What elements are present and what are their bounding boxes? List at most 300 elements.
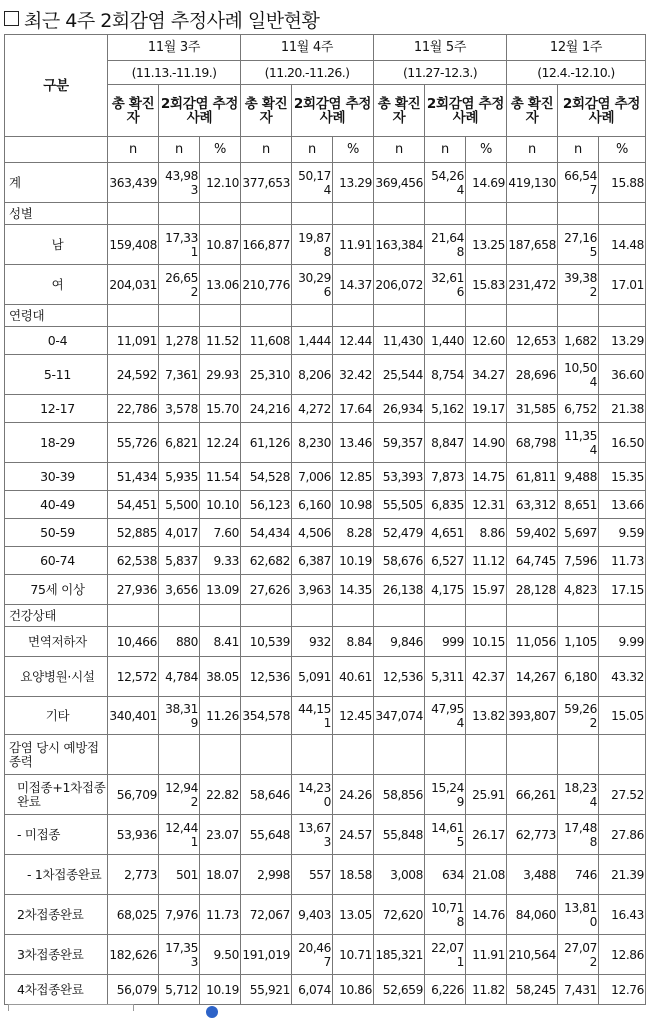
table-cell: 11.91: [466, 935, 507, 975]
table-cell: 26.17: [466, 815, 507, 855]
table-cell: 58,676: [374, 547, 425, 575]
table-cell: 11,608: [241, 327, 292, 355]
table-cell: 26,138: [374, 575, 425, 605]
header-total-confirmed: 총 확진자: [108, 85, 159, 137]
unit-n-total: n: [241, 137, 292, 163]
table-cell: 11.54: [200, 463, 241, 491]
table-cell: 47,954: [425, 697, 466, 735]
table-cell: [374, 203, 425, 225]
table-cell: 6,752: [558, 395, 599, 423]
table-cell: 11.52: [200, 327, 241, 355]
table-cell: 12.10: [200, 163, 241, 203]
table-cell: [425, 305, 466, 327]
table-cell: 11.73: [200, 895, 241, 935]
table-cell: [425, 203, 466, 225]
table-cell: 40.61: [333, 657, 374, 697]
table-cell: 11.73: [599, 547, 646, 575]
table-cell: 50,174: [292, 163, 333, 203]
table-cell: 8.86: [466, 519, 507, 547]
table-cell: [599, 735, 646, 775]
row-label: - 1차접종완료: [5, 855, 108, 895]
unit-percent: %: [466, 137, 507, 163]
table-cell: 7.60: [200, 519, 241, 547]
row-label: 50-59: [5, 519, 108, 547]
table-row: [5, 305, 646, 327]
table-cell: 29.93: [200, 355, 241, 395]
table-cell: 999: [425, 627, 466, 657]
table-cell: [466, 605, 507, 627]
table-cell: 9.59: [599, 519, 646, 547]
table-cell: [200, 605, 241, 627]
table-cell: 6,835: [425, 491, 466, 519]
table-cell: 1,105: [558, 627, 599, 657]
table-row: [5, 975, 646, 1005]
table-cell: 4,175: [425, 575, 466, 605]
table-cell: 9,403: [292, 895, 333, 935]
header-period-3: (11.27-12.3.): [374, 61, 507, 85]
table-cell: 13.29: [333, 163, 374, 203]
table-cell: 1,278: [159, 327, 200, 355]
table-cell: [558, 605, 599, 627]
table-cell: [558, 305, 599, 327]
table-row: [5, 203, 646, 225]
table-cell: [507, 605, 558, 627]
table-cell: 22,071: [425, 935, 466, 975]
table-cell: 43.32: [599, 657, 646, 697]
table-row: [5, 735, 646, 775]
table-cell: 59,262: [558, 697, 599, 735]
table-cell: 36.60: [599, 355, 646, 395]
header-reinfection-cases: 2회감염 추정사례: [292, 85, 374, 137]
table-cell: 12.24: [200, 423, 241, 463]
table-cell: 31,585: [507, 395, 558, 423]
table-cell: 2,998: [241, 855, 292, 895]
table-cell: 5,091: [292, 657, 333, 697]
table-row: [5, 627, 646, 657]
table-cell: 11,354: [558, 423, 599, 463]
unit-n-reinf: n: [558, 137, 599, 163]
table-cell: 393,807: [507, 697, 558, 735]
row-label: 2차접종완료: [5, 895, 108, 935]
header-week-4: 12월 1주: [507, 35, 646, 61]
table-cell: 14,230: [292, 775, 333, 815]
table-cell: 5,311: [425, 657, 466, 697]
table-row: [5, 395, 646, 423]
table-row: [5, 697, 646, 735]
table-cell: 59,402: [507, 519, 558, 547]
table-cell: 62,682: [241, 547, 292, 575]
table-cell: 27.86: [599, 815, 646, 855]
table-cell: [333, 735, 374, 775]
table-cell: 4,784: [159, 657, 200, 697]
table-cell: 7,976: [159, 895, 200, 935]
table-cell: 12.31: [466, 491, 507, 519]
table-cell: 20,467: [292, 935, 333, 975]
table-cell: 10.71: [333, 935, 374, 975]
table-cell: 4,651: [425, 519, 466, 547]
table-cell: 5,935: [159, 463, 200, 491]
table-cell: 72,067: [241, 895, 292, 935]
header-week-1: 11월 3주: [108, 35, 241, 61]
table-cell: 26,934: [374, 395, 425, 423]
table-cell: 26,652: [159, 265, 200, 305]
table-cell: 6,180: [558, 657, 599, 697]
table-cell: [333, 203, 374, 225]
table-cell: 14,615: [425, 815, 466, 855]
header-week-2: 11월 4주: [241, 35, 374, 61]
table-cell: [159, 735, 200, 775]
table-cell: [507, 203, 558, 225]
table-cell: 61,811: [507, 463, 558, 491]
page-title-text: 최근 4주 2회감염 추정사례 일반현황: [24, 10, 320, 32]
table-cell: 163,384: [374, 225, 425, 265]
table-cell: 8,847: [425, 423, 466, 463]
table-cell: 7,431: [558, 975, 599, 1005]
table-cell: 54,434: [241, 519, 292, 547]
table-cell: 17.64: [333, 395, 374, 423]
table-cell: [374, 605, 425, 627]
table-cell: 53,393: [374, 463, 425, 491]
table-cell: 58,646: [241, 775, 292, 815]
table-row: [5, 163, 646, 203]
table-cell: 12.45: [333, 697, 374, 735]
header-week-3: 11월 5주: [374, 35, 507, 61]
table-cell: 11,056: [507, 627, 558, 657]
table-cell: 55,726: [108, 423, 159, 463]
table-cell: 5,162: [425, 395, 466, 423]
table-cell: [292, 203, 333, 225]
table-cell: [159, 305, 200, 327]
table-cell: 10.15: [466, 627, 507, 657]
table-cell: 27,936: [108, 575, 159, 605]
row-label: 계: [5, 163, 108, 203]
table-cell: 369,456: [374, 163, 425, 203]
table-cell: 54,264: [425, 163, 466, 203]
table-cell: 557: [292, 855, 333, 895]
table-cell: 52,885: [108, 519, 159, 547]
table-cell: 10,539: [241, 627, 292, 657]
table-cell: 8,651: [558, 491, 599, 519]
page-title: [4, 6, 319, 33]
table-cell: 42.37: [466, 657, 507, 697]
table-cell: [333, 305, 374, 327]
header-period-2: (11.20.-11.26.): [241, 61, 374, 85]
table-cell: 58,856: [374, 775, 425, 815]
table-cell: 7,006: [292, 463, 333, 491]
table-cell: 5,712: [159, 975, 200, 1005]
table-cell: 21.08: [466, 855, 507, 895]
header-total-confirmed: 총 확진자: [241, 85, 292, 137]
table-row: [5, 519, 646, 547]
table-cell: 11.82: [466, 975, 507, 1005]
table-cell: 10.86: [333, 975, 374, 1005]
table-cell: [241, 305, 292, 327]
table-cell: 1,440: [425, 327, 466, 355]
header-period-4: (12.4.-12.10.): [507, 61, 646, 85]
table-cell: 14.48: [599, 225, 646, 265]
table-cell: 12,536: [241, 657, 292, 697]
table-cell: 55,921: [241, 975, 292, 1005]
table-cell: [292, 735, 333, 775]
table-row: [5, 547, 646, 575]
table-cell: 12.44: [333, 327, 374, 355]
table-cell: [108, 605, 159, 627]
row-label: 성별: [5, 203, 108, 225]
table-row: [5, 423, 646, 463]
table-cell: 4,017: [159, 519, 200, 547]
table-cell: 24,592: [108, 355, 159, 395]
table-cell: 55,505: [374, 491, 425, 519]
table-cell: 32.42: [333, 355, 374, 395]
table-cell: 62,773: [507, 815, 558, 855]
table-cell: 66,547: [558, 163, 599, 203]
row-label: 5-11: [5, 355, 108, 395]
table-cell: 5,837: [159, 547, 200, 575]
table-cell: 7,873: [425, 463, 466, 491]
table-cell: 6,821: [159, 423, 200, 463]
table-cell: [200, 203, 241, 225]
table-cell: 17,488: [558, 815, 599, 855]
table-cell: 9,846: [374, 627, 425, 657]
table-cell: 12,572: [108, 657, 159, 697]
table-cell: 11.91: [333, 225, 374, 265]
table-cell: 419,130: [507, 163, 558, 203]
footer-dot-icon: [206, 1006, 218, 1018]
table-cell: 8,206: [292, 355, 333, 395]
table-cell: 12,536: [374, 657, 425, 697]
table-cell: [466, 203, 507, 225]
table-cell: 14,267: [507, 657, 558, 697]
unit-n-total: n: [507, 137, 558, 163]
table-cell: [333, 605, 374, 627]
table-row: [5, 265, 646, 305]
table-cell: 6,226: [425, 975, 466, 1005]
table-cell: 22.82: [200, 775, 241, 815]
table-row: [5, 463, 646, 491]
table-cell: 10,718: [425, 895, 466, 935]
table-cell: 19.17: [466, 395, 507, 423]
table-cell: 16.43: [599, 895, 646, 935]
table-cell: 15.35: [599, 463, 646, 491]
row-label: 3차접종완료: [5, 935, 108, 975]
table-cell: 9.99: [599, 627, 646, 657]
table-cell: 12,942: [159, 775, 200, 815]
unit-percent: %: [333, 137, 374, 163]
table-cell: 210,776: [241, 265, 292, 305]
table-cell: 13.46: [333, 423, 374, 463]
checkbox-square-icon: [4, 11, 19, 26]
table-cell: [466, 735, 507, 775]
header-category: 구분: [5, 35, 108, 137]
table-cell: [374, 305, 425, 327]
table-cell: 9.50: [200, 935, 241, 975]
table-cell: 185,321: [374, 935, 425, 975]
table-cell: 15.88: [599, 163, 646, 203]
table-cell: 24,216: [241, 395, 292, 423]
table-cell: [200, 735, 241, 775]
row-label: 40-49: [5, 491, 108, 519]
table-cell: 68,025: [108, 895, 159, 935]
table-row: [5, 355, 646, 395]
row-label: 건강상태: [5, 605, 108, 627]
header-reinfection-cases: 2회감염 추정사례: [558, 85, 646, 137]
table-cell: [292, 605, 333, 627]
table-cell: 28,128: [507, 575, 558, 605]
table-cell: [159, 203, 200, 225]
table-cell: 14.69: [466, 163, 507, 203]
table-cell: 66,261: [507, 775, 558, 815]
table-cell: 7,596: [558, 547, 599, 575]
table-cell: 14.75: [466, 463, 507, 491]
table-cell: 72,620: [374, 895, 425, 935]
table-cell: 501: [159, 855, 200, 895]
table-cell: [558, 203, 599, 225]
table-row: [5, 895, 646, 935]
table-cell: 14.90: [466, 423, 507, 463]
table-cell: 44,151: [292, 697, 333, 735]
table-cell: [507, 305, 558, 327]
table-cell: 13.05: [333, 895, 374, 935]
table-cell: 880: [159, 627, 200, 657]
table-cell: 6,387: [292, 547, 333, 575]
table-cell: 340,401: [108, 697, 159, 735]
table-cell: [241, 605, 292, 627]
table-row: [5, 935, 646, 975]
row-label: 0-4: [5, 327, 108, 355]
table-cell: 17.15: [599, 575, 646, 605]
table-row: [5, 855, 646, 895]
table-cell: 10,504: [558, 355, 599, 395]
table-cell: 9,488: [558, 463, 599, 491]
table-cell: 15.05: [599, 697, 646, 735]
table-cell: 15.83: [466, 265, 507, 305]
table-cell: 55,648: [241, 815, 292, 855]
table-cell: 13.82: [466, 697, 507, 735]
table-cell: 1,682: [558, 327, 599, 355]
table-cell: [425, 735, 466, 775]
table-cell: 14.76: [466, 895, 507, 935]
table-cell: [241, 735, 292, 775]
table-cell: 52,479: [374, 519, 425, 547]
table-cell: 63,312: [507, 491, 558, 519]
table-cell: [558, 735, 599, 775]
table-cell: 58,245: [507, 975, 558, 1005]
table-cell: 11,091: [108, 327, 159, 355]
row-label: 여: [5, 265, 108, 305]
table-cell: 14.35: [333, 575, 374, 605]
row-label: 75세 이상: [5, 575, 108, 605]
table-cell: 4,506: [292, 519, 333, 547]
table-cell: 1,444: [292, 327, 333, 355]
table-cell: 13.09: [200, 575, 241, 605]
table-cell: [108, 203, 159, 225]
table-cell: 12.76: [599, 975, 646, 1005]
row-label: 감염 당시 예방접종력: [5, 735, 108, 775]
row-label: 4차접종완료: [5, 975, 108, 1005]
header-period-1: (11.13.-11.19.): [108, 61, 241, 85]
table-cell: 27,072: [558, 935, 599, 975]
table-cell: 27,165: [558, 225, 599, 265]
table-cell: [108, 305, 159, 327]
table-cell: 34.27: [466, 355, 507, 395]
table-cell: 11,430: [374, 327, 425, 355]
table-cell: 206,072: [374, 265, 425, 305]
table-cell: 191,019: [241, 935, 292, 975]
table-cell: 16.50: [599, 423, 646, 463]
table-cell: 21.38: [599, 395, 646, 423]
table-cell: 53,936: [108, 815, 159, 855]
table-cell: [159, 605, 200, 627]
table-cell: 61,126: [241, 423, 292, 463]
table-row: [5, 605, 646, 627]
table-cell: [507, 735, 558, 775]
table-cell: 3,578: [159, 395, 200, 423]
table-row: [5, 775, 646, 815]
table-cell: 10.19: [333, 547, 374, 575]
table-cell: 43,983: [159, 163, 200, 203]
table-cell: 9.33: [200, 547, 241, 575]
table-cell: 84,060: [507, 895, 558, 935]
table-cell: 15,249: [425, 775, 466, 815]
header-total-confirmed: 총 확진자: [507, 85, 558, 137]
table-cell: 10.87: [200, 225, 241, 265]
row-label: 미접종+1차접종완료: [5, 775, 108, 815]
row-label: 면역저하자: [5, 627, 108, 657]
table-cell: 12.86: [599, 935, 646, 975]
row-label: 요양병원·시설: [5, 657, 108, 697]
table-cell: 377,653: [241, 163, 292, 203]
table-cell: 13.29: [599, 327, 646, 355]
table-cell: 10.19: [200, 975, 241, 1005]
table-cell: 8.28: [333, 519, 374, 547]
table-cell: 12,653: [507, 327, 558, 355]
table-cell: 27,626: [241, 575, 292, 605]
table-cell: 5,697: [558, 519, 599, 547]
table-cell: 354,578: [241, 697, 292, 735]
table-cell: 54,528: [241, 463, 292, 491]
table-cell: 8,230: [292, 423, 333, 463]
table-cell: 210,564: [507, 935, 558, 975]
table-cell: 12.85: [333, 463, 374, 491]
table-cell: 2,773: [108, 855, 159, 895]
row-label: 12-17: [5, 395, 108, 423]
table-cell: 13,810: [558, 895, 599, 935]
table-cell: 8.84: [333, 627, 374, 657]
table-cell: 4,272: [292, 395, 333, 423]
table-cell: 30,296: [292, 265, 333, 305]
row-label: 18-29: [5, 423, 108, 463]
table-cell: 13.06: [200, 265, 241, 305]
table-cell: 62,538: [108, 547, 159, 575]
table-cell: 55,848: [374, 815, 425, 855]
table-cell: 64,745: [507, 547, 558, 575]
table-cell: 15.70: [200, 395, 241, 423]
row-label: 연령대: [5, 305, 108, 327]
table-cell: 182,626: [108, 935, 159, 975]
table-cell: [374, 735, 425, 775]
table-row: [5, 225, 646, 265]
table-cell: 56,123: [241, 491, 292, 519]
row-label: 30-39: [5, 463, 108, 491]
table-cell: 18.58: [333, 855, 374, 895]
header-blank: [5, 137, 108, 163]
table-cell: 347,074: [374, 697, 425, 735]
table-cell: 68,798: [507, 423, 558, 463]
table-cell: [108, 735, 159, 775]
footer-tab: [8, 1004, 134, 1011]
unit-n-reinf: n: [292, 137, 333, 163]
table-cell: 17,353: [159, 935, 200, 975]
